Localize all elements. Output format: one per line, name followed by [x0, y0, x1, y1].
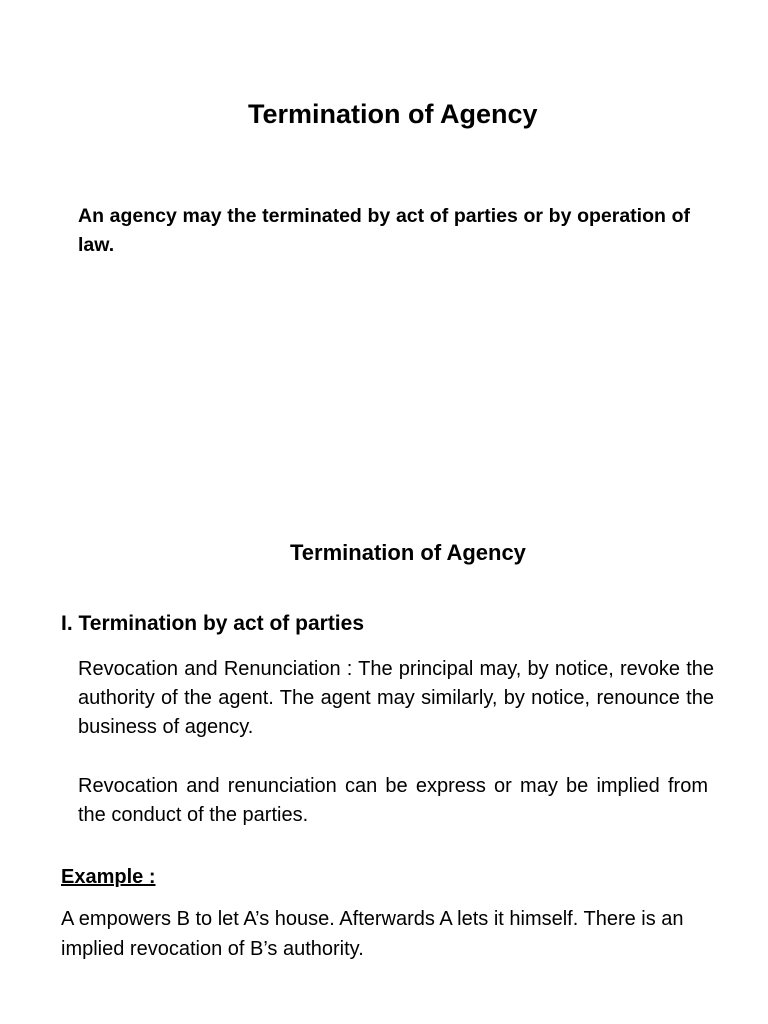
section-heading: I. Termination by act of parties — [61, 612, 365, 635]
express-implied-paragraph: Revocation and renunciation can be express or may be implied from the conduct of the parties. — [78, 775, 708, 826]
slide-2-title: Termination of Agency — [290, 540, 526, 565]
example-label: Example : — [61, 866, 156, 888]
slide-2 — [0, 512, 768, 1024]
revocation-renunciation-paragraph: Revocation and Renunciation : The principal may, by notice, revoke the authority of the agent. The agent may similarly, by notice, renounce the business of agency. — [78, 658, 714, 738]
example-text: A empowers B to let A’s house. Afterwards A lets it himself. There is an implied revocation of B’s authority. — [61, 908, 684, 960]
intro-paragraph: An agency may the terminated by act of parties or by operation of law. — [78, 205, 690, 256]
slide-1-title: Termination of Agency — [248, 99, 538, 129]
